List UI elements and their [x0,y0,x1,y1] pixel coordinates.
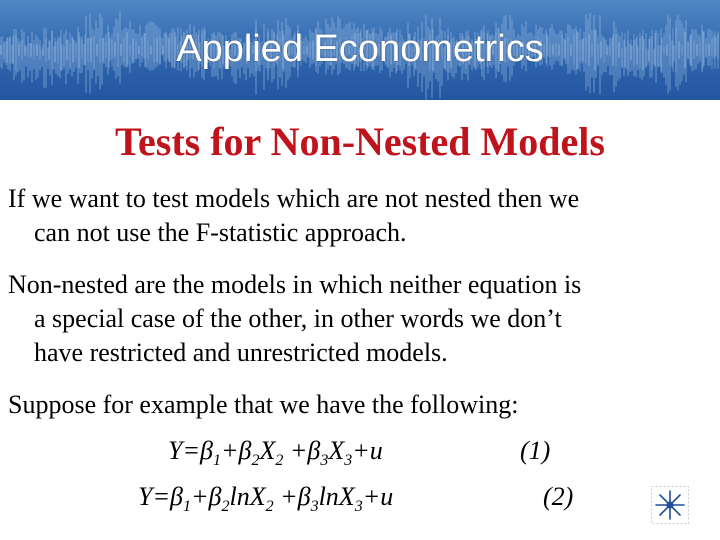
equation-1: $Y=\beta_1+\beta_2X_2 +\beta_3X_3+u$ [168,436,383,470]
paragraph-1-line-1: If we want to test models which are not nested then we [8,184,580,213]
starburst-icon [651,486,689,524]
paragraph-2-line-3: have restricted and unrestricted models. [34,338,448,367]
equation-1-number: (1) [520,436,551,465]
equation-2-number: (2) [543,482,574,511]
presentation-title: Applied Econometrics [176,28,544,70]
header-banner [0,0,720,100]
paragraph-3-line-1: Suppose for example that we have the following: [8,390,519,419]
paragraph-1 [8,182,714,250]
paragraph-1-line-2: can not use the F-statistic approach. [34,218,407,247]
equation-2: $Y=\beta_1+\beta_2\ln X_2 +\beta_3\ln X_3+u$ [138,482,394,516]
paragraph-2-line-2: a special case of the other, in other words we don’t [34,304,562,333]
paragraph-2 [8,268,714,370]
paragraph-3 [8,388,714,422]
slide-title: Tests for Non-Nested Models [115,119,605,164]
paragraph-2-line-1: Non-nested are the models in which neither equation is [8,270,582,299]
